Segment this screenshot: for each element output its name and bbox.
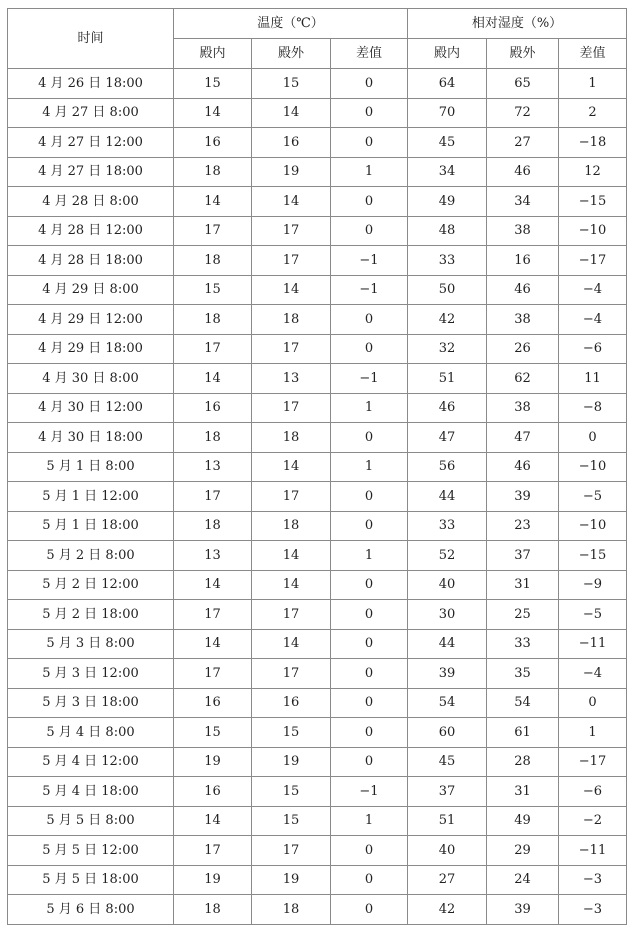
table-row <box>8 98 627 128</box>
cell-time: 5 月 3 日 12:00 <box>8 659 174 689</box>
cell-hum-outside: 16 <box>487 246 559 276</box>
cell-hum-inside: 70 <box>408 98 487 128</box>
cell-hum-outside: 34 <box>487 187 559 217</box>
header-row-1 <box>8 9 627 39</box>
cell-time: 5 月 5 日 18:00 <box>8 865 174 895</box>
table-row <box>8 482 627 512</box>
cell-hum-outside: 23 <box>487 511 559 541</box>
cell-hum-inside: 47 <box>408 423 487 453</box>
cell-temp-outside: 14 <box>252 275 331 305</box>
cell-hum-diff: 1 <box>559 718 627 748</box>
cell-hum-diff: −11 <box>559 836 627 866</box>
header-hum-inside: 殿内 <box>408 39 487 69</box>
table-row <box>8 718 627 748</box>
cell-hum-diff: −5 <box>559 600 627 630</box>
table-row <box>8 275 627 305</box>
cell-hum-diff: −2 <box>559 806 627 836</box>
cell-hum-diff: −4 <box>559 275 627 305</box>
cell-hum-inside: 56 <box>408 452 487 482</box>
cell-time: 5 月 3 日 18:00 <box>8 688 174 718</box>
table-row <box>8 688 627 718</box>
cell-hum-inside: 45 <box>408 747 487 777</box>
cell-temp-outside: 17 <box>252 600 331 630</box>
cell-temp-inside: 14 <box>174 806 252 836</box>
cell-temp-outside: 15 <box>252 718 331 748</box>
cell-temp-diff: 0 <box>331 865 408 895</box>
cell-temp-outside: 19 <box>252 865 331 895</box>
cell-temp-diff: 0 <box>331 423 408 453</box>
cell-temp-diff: 1 <box>331 452 408 482</box>
cell-time: 5 月 4 日 12:00 <box>8 747 174 777</box>
cell-hum-inside: 32 <box>408 334 487 364</box>
cell-temp-inside: 14 <box>174 629 252 659</box>
cell-temp-inside: 14 <box>174 364 252 394</box>
cell-hum-inside: 39 <box>408 659 487 689</box>
cell-time: 4 月 27 日 12:00 <box>8 128 174 158</box>
cell-time: 4 月 27 日 18:00 <box>8 157 174 187</box>
cell-hum-diff: −8 <box>559 393 627 423</box>
cell-temp-outside: 14 <box>252 187 331 217</box>
cell-time: 5 月 2 日 12:00 <box>8 570 174 600</box>
cell-hum-outside: 38 <box>487 393 559 423</box>
cell-time: 5 月 5 日 8:00 <box>8 806 174 836</box>
cell-hum-inside: 27 <box>408 865 487 895</box>
cell-temp-diff: 1 <box>331 393 408 423</box>
cell-time: 4 月 28 日 8:00 <box>8 187 174 217</box>
cell-temp-outside: 14 <box>252 98 331 128</box>
cell-temp-inside: 13 <box>174 452 252 482</box>
cell-temp-diff: 0 <box>331 128 408 158</box>
cell-temp-diff: −1 <box>331 364 408 394</box>
cell-hum-diff: −10 <box>559 216 627 246</box>
cell-time: 4 月 29 日 8:00 <box>8 275 174 305</box>
cell-hum-inside: 30 <box>408 600 487 630</box>
cell-temp-inside: 19 <box>174 747 252 777</box>
table-row <box>8 570 627 600</box>
cell-time: 5 月 3 日 8:00 <box>8 629 174 659</box>
cell-temp-inside: 14 <box>174 570 252 600</box>
cell-hum-inside: 45 <box>408 128 487 158</box>
cell-hum-outside: 31 <box>487 777 559 807</box>
cell-hum-diff: 11 <box>559 364 627 394</box>
cell-hum-diff: −5 <box>559 482 627 512</box>
cell-temp-diff: 0 <box>331 570 408 600</box>
cell-hum-diff: −18 <box>559 128 627 158</box>
cell-hum-outside: 24 <box>487 865 559 895</box>
cell-temp-inside: 15 <box>174 718 252 748</box>
table-row <box>8 128 627 158</box>
cell-hum-inside: 52 <box>408 541 487 571</box>
cell-hum-inside: 33 <box>408 246 487 276</box>
cell-time: 5 月 2 日 18:00 <box>8 600 174 630</box>
cell-hum-diff: −17 <box>559 747 627 777</box>
cell-hum-outside: 38 <box>487 216 559 246</box>
cell-temp-outside: 18 <box>252 423 331 453</box>
cell-temp-inside: 16 <box>174 777 252 807</box>
cell-time: 4 月 27 日 8:00 <box>8 98 174 128</box>
cell-temp-outside: 19 <box>252 157 331 187</box>
cell-hum-inside: 50 <box>408 275 487 305</box>
cell-hum-outside: 35 <box>487 659 559 689</box>
table-row <box>8 305 627 335</box>
cell-temp-outside: 17 <box>252 334 331 364</box>
cell-time: 4 月 28 日 12:00 <box>8 216 174 246</box>
cell-temp-diff: 0 <box>331 482 408 512</box>
cell-time: 4 月 29 日 12:00 <box>8 305 174 335</box>
cell-temp-inside: 15 <box>174 275 252 305</box>
cell-temp-inside: 16 <box>174 128 252 158</box>
cell-temp-diff: 1 <box>331 806 408 836</box>
temperature-humidity-table <box>7 8 627 925</box>
cell-hum-diff: −15 <box>559 541 627 571</box>
table-row <box>8 452 627 482</box>
cell-temp-diff: 0 <box>331 216 408 246</box>
cell-time: 5 月 1 日 18:00 <box>8 511 174 541</box>
cell-hum-diff: −10 <box>559 452 627 482</box>
cell-temp-diff: 0 <box>331 718 408 748</box>
cell-hum-inside: 49 <box>408 187 487 217</box>
cell-temp-inside: 17 <box>174 659 252 689</box>
cell-temp-diff: −1 <box>331 246 408 276</box>
cell-hum-outside: 47 <box>487 423 559 453</box>
cell-hum-inside: 48 <box>408 216 487 246</box>
cell-hum-inside: 33 <box>408 511 487 541</box>
cell-temp-outside: 16 <box>252 128 331 158</box>
cell-time: 4 月 26 日 18:00 <box>8 69 174 99</box>
cell-temp-outside: 18 <box>252 305 331 335</box>
table-row <box>8 364 627 394</box>
cell-hum-diff: 12 <box>559 157 627 187</box>
cell-time: 4 月 30 日 18:00 <box>8 423 174 453</box>
cell-temp-outside: 17 <box>252 836 331 866</box>
cell-hum-inside: 40 <box>408 836 487 866</box>
cell-hum-diff: −6 <box>559 334 627 364</box>
cell-time: 4 月 28 日 18:00 <box>8 246 174 276</box>
header-hum-diff: 差值 <box>559 39 627 69</box>
cell-temp-inside: 14 <box>174 98 252 128</box>
cell-hum-outside: 46 <box>487 275 559 305</box>
cell-temp-inside: 18 <box>174 511 252 541</box>
cell-hum-diff: −3 <box>559 865 627 895</box>
cell-temp-diff: 0 <box>331 187 408 217</box>
cell-time: 5 月 4 日 8:00 <box>8 718 174 748</box>
cell-hum-outside: 39 <box>487 482 559 512</box>
cell-hum-outside: 27 <box>487 128 559 158</box>
cell-temp-outside: 14 <box>252 570 331 600</box>
cell-hum-diff: −11 <box>559 629 627 659</box>
cell-temp-inside: 19 <box>174 865 252 895</box>
cell-hum-diff: −3 <box>559 895 627 925</box>
cell-hum-diff: −17 <box>559 246 627 276</box>
cell-hum-outside: 65 <box>487 69 559 99</box>
header-temp-outside: 殿外 <box>252 39 331 69</box>
cell-hum-inside: 54 <box>408 688 487 718</box>
table-row <box>8 246 627 276</box>
cell-temp-outside: 17 <box>252 393 331 423</box>
cell-hum-diff: 2 <box>559 98 627 128</box>
cell-temp-inside: 16 <box>174 393 252 423</box>
table-row <box>8 629 627 659</box>
cell-temp-diff: 0 <box>331 895 408 925</box>
cell-hum-outside: 54 <box>487 688 559 718</box>
cell-hum-outside: 28 <box>487 747 559 777</box>
header-time: 时间 <box>8 9 174 69</box>
cell-temp-outside: 14 <box>252 452 331 482</box>
cell-hum-outside: 33 <box>487 629 559 659</box>
cell-temp-diff: 0 <box>331 305 408 335</box>
cell-temp-diff: 0 <box>331 511 408 541</box>
cell-temp-diff: 0 <box>331 747 408 777</box>
cell-temp-inside: 17 <box>174 216 252 246</box>
table-row <box>8 216 627 246</box>
cell-temp-diff: −1 <box>331 275 408 305</box>
cell-temp-outside: 14 <box>252 629 331 659</box>
cell-hum-inside: 64 <box>408 69 487 99</box>
cell-hum-diff: −6 <box>559 777 627 807</box>
cell-temp-outside: 14 <box>252 541 331 571</box>
cell-time: 5 月 2 日 8:00 <box>8 541 174 571</box>
table-row <box>8 511 627 541</box>
table-row <box>8 541 627 571</box>
table-row <box>8 423 627 453</box>
table-row <box>8 393 627 423</box>
cell-hum-diff: 0 <box>559 688 627 718</box>
cell-hum-inside: 51 <box>408 806 487 836</box>
cell-hum-outside: 46 <box>487 157 559 187</box>
cell-hum-outside: 26 <box>487 334 559 364</box>
header-humidity: 相对湿度（%） <box>408 9 627 39</box>
table-row <box>8 187 627 217</box>
table-row <box>8 777 627 807</box>
cell-temp-inside: 18 <box>174 305 252 335</box>
cell-temp-diff: 0 <box>331 334 408 364</box>
cell-temp-outside: 19 <box>252 747 331 777</box>
cell-time: 4 月 30 日 12:00 <box>8 393 174 423</box>
table-header <box>8 9 627 69</box>
table-row <box>8 69 627 99</box>
cell-temp-diff: 0 <box>331 69 408 99</box>
cell-hum-outside: 25 <box>487 600 559 630</box>
cell-hum-diff: −4 <box>559 659 627 689</box>
cell-temp-inside: 17 <box>174 334 252 364</box>
cell-hum-diff: −10 <box>559 511 627 541</box>
cell-hum-inside: 51 <box>408 364 487 394</box>
cell-hum-inside: 42 <box>408 305 487 335</box>
cell-time: 5 月 4 日 18:00 <box>8 777 174 807</box>
cell-temp-outside: 15 <box>252 806 331 836</box>
cell-temp-outside: 13 <box>252 364 331 394</box>
cell-temp-diff: −1 <box>331 777 408 807</box>
cell-temp-diff: 1 <box>331 541 408 571</box>
cell-hum-outside: 31 <box>487 570 559 600</box>
cell-time: 4 月 30 日 8:00 <box>8 364 174 394</box>
cell-temp-outside: 18 <box>252 511 331 541</box>
cell-temp-inside: 18 <box>174 246 252 276</box>
cell-time: 4 月 29 日 18:00 <box>8 334 174 364</box>
cell-temp-diff: 0 <box>331 836 408 866</box>
table-row <box>8 747 627 777</box>
cell-temp-outside: 18 <box>252 895 331 925</box>
cell-temp-outside: 15 <box>252 777 331 807</box>
cell-time: 5 月 5 日 12:00 <box>8 836 174 866</box>
header-hum-outside: 殿外 <box>487 39 559 69</box>
table-row <box>8 806 627 836</box>
cell-temp-inside: 18 <box>174 423 252 453</box>
header-temp-inside: 殿内 <box>174 39 252 69</box>
table-row <box>8 836 627 866</box>
cell-hum-diff: −9 <box>559 570 627 600</box>
table-row <box>8 334 627 364</box>
cell-temp-outside: 16 <box>252 688 331 718</box>
cell-temp-diff: 0 <box>331 629 408 659</box>
cell-temp-inside: 14 <box>174 187 252 217</box>
cell-temp-outside: 15 <box>252 69 331 99</box>
cell-hum-outside: 39 <box>487 895 559 925</box>
cell-temp-diff: 0 <box>331 600 408 630</box>
cell-temp-inside: 16 <box>174 688 252 718</box>
cell-temp-outside: 17 <box>252 246 331 276</box>
cell-hum-diff: 0 <box>559 423 627 453</box>
table-row <box>8 600 627 630</box>
cell-temp-inside: 17 <box>174 836 252 866</box>
cell-hum-inside: 44 <box>408 482 487 512</box>
header-temperature: 温度（℃） <box>174 9 408 39</box>
cell-temp-inside: 13 <box>174 541 252 571</box>
cell-time: 5 月 1 日 12:00 <box>8 482 174 512</box>
cell-temp-diff: 0 <box>331 98 408 128</box>
cell-temp-outside: 17 <box>252 482 331 512</box>
cell-hum-outside: 72 <box>487 98 559 128</box>
cell-hum-inside: 34 <box>408 157 487 187</box>
cell-hum-diff: 1 <box>559 69 627 99</box>
cell-hum-diff: −15 <box>559 187 627 217</box>
table-row <box>8 895 627 925</box>
cell-hum-inside: 42 <box>408 895 487 925</box>
cell-hum-inside: 60 <box>408 718 487 748</box>
cell-hum-inside: 37 <box>408 777 487 807</box>
cell-hum-outside: 37 <box>487 541 559 571</box>
cell-hum-outside: 38 <box>487 305 559 335</box>
cell-hum-outside: 62 <box>487 364 559 394</box>
cell-time: 5 月 1 日 8:00 <box>8 452 174 482</box>
cell-hum-outside: 46 <box>487 452 559 482</box>
table-row <box>8 659 627 689</box>
cell-hum-outside: 49 <box>487 806 559 836</box>
cell-temp-inside: 18 <box>174 895 252 925</box>
table-row <box>8 157 627 187</box>
cell-temp-outside: 17 <box>252 659 331 689</box>
cell-temp-outside: 17 <box>252 216 331 246</box>
table-row <box>8 865 627 895</box>
cell-temp-inside: 15 <box>174 69 252 99</box>
table-body <box>8 69 627 925</box>
cell-temp-inside: 18 <box>174 157 252 187</box>
cell-hum-diff: −4 <box>559 305 627 335</box>
header-temp-diff: 差值 <box>331 39 408 69</box>
cell-temp-diff: 1 <box>331 157 408 187</box>
cell-temp-diff: 0 <box>331 688 408 718</box>
cell-hum-inside: 44 <box>408 629 487 659</box>
cell-temp-diff: 0 <box>331 659 408 689</box>
cell-temp-inside: 17 <box>174 482 252 512</box>
cell-hum-outside: 61 <box>487 718 559 748</box>
cell-temp-inside: 17 <box>174 600 252 630</box>
cell-hum-outside: 29 <box>487 836 559 866</box>
cell-hum-inside: 46 <box>408 393 487 423</box>
cell-hum-inside: 40 <box>408 570 487 600</box>
cell-time: 5 月 6 日 8:00 <box>8 895 174 925</box>
